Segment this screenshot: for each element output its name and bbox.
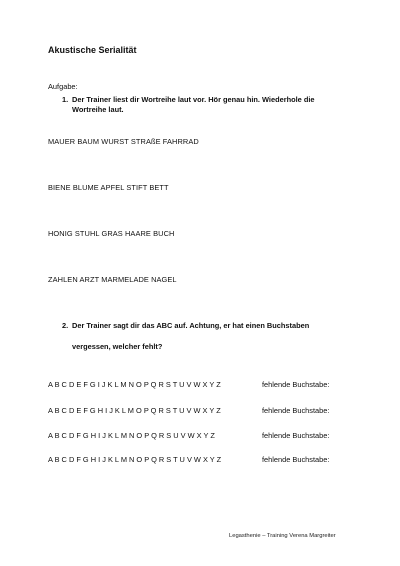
abc-row-3-letters: A B C D F G H I J K L M N O P Q R S U V W X Y Z (48, 431, 215, 440)
question-1-number: 1. (62, 95, 69, 104)
abc-row-4-letters: A B C D F G H I J K L M N O P Q R S T U V W X Y Z (48, 455, 222, 464)
word-row-3: HONIG STUHL GRAS HAARE BUCH (48, 229, 175, 238)
question-2-line-1: Der Trainer sagt dir das ABC auf. Achtung, er hat einen Buchstaben (72, 321, 310, 330)
abc-row-3-answer-label: fehlende Buchstabe: (262, 431, 330, 440)
question-1-line-2: Wortreihe laut. (72, 105, 124, 114)
word-row-1: MAUER BAUM WURST STRAßE FAHRRAD (48, 137, 199, 146)
question-2-line-2: vergessen, welcher fehlt? (72, 342, 163, 351)
question-1-text (72, 95, 362, 115)
page-footer: Legasthenie – Training Verena Margreiter (229, 533, 336, 539)
abc-row-2-answer-label: fehlende Buchstabe: (262, 406, 330, 415)
word-row-2: BIENE BLUME APFEL STIFT BETT (48, 183, 169, 192)
abc-row-1-answer-label: fehlende Buchstabe: (262, 380, 330, 389)
page-title: Akustische Serialität (48, 45, 137, 55)
task-label: Aufgabe: (48, 82, 78, 91)
abc-row-4-answer-label: fehlende Buchstabe: (262, 455, 330, 464)
abc-row-1-letters: A B C D E F G I J K L M N O P Q R S T U V W X Y Z (48, 380, 221, 389)
word-row-4: ZAHLEN ARZT MARMELADE NAGEL (48, 275, 177, 284)
question-2-number: 2. (62, 321, 69, 330)
question-1-line-1: Der Trainer liest dir Wortreihe laut vor. Hör genau hin. Wiederhole die (72, 95, 315, 104)
abc-row-2-letters: A B C D E F G H I J K L M O P Q R S T U V W X Y Z (48, 406, 221, 415)
